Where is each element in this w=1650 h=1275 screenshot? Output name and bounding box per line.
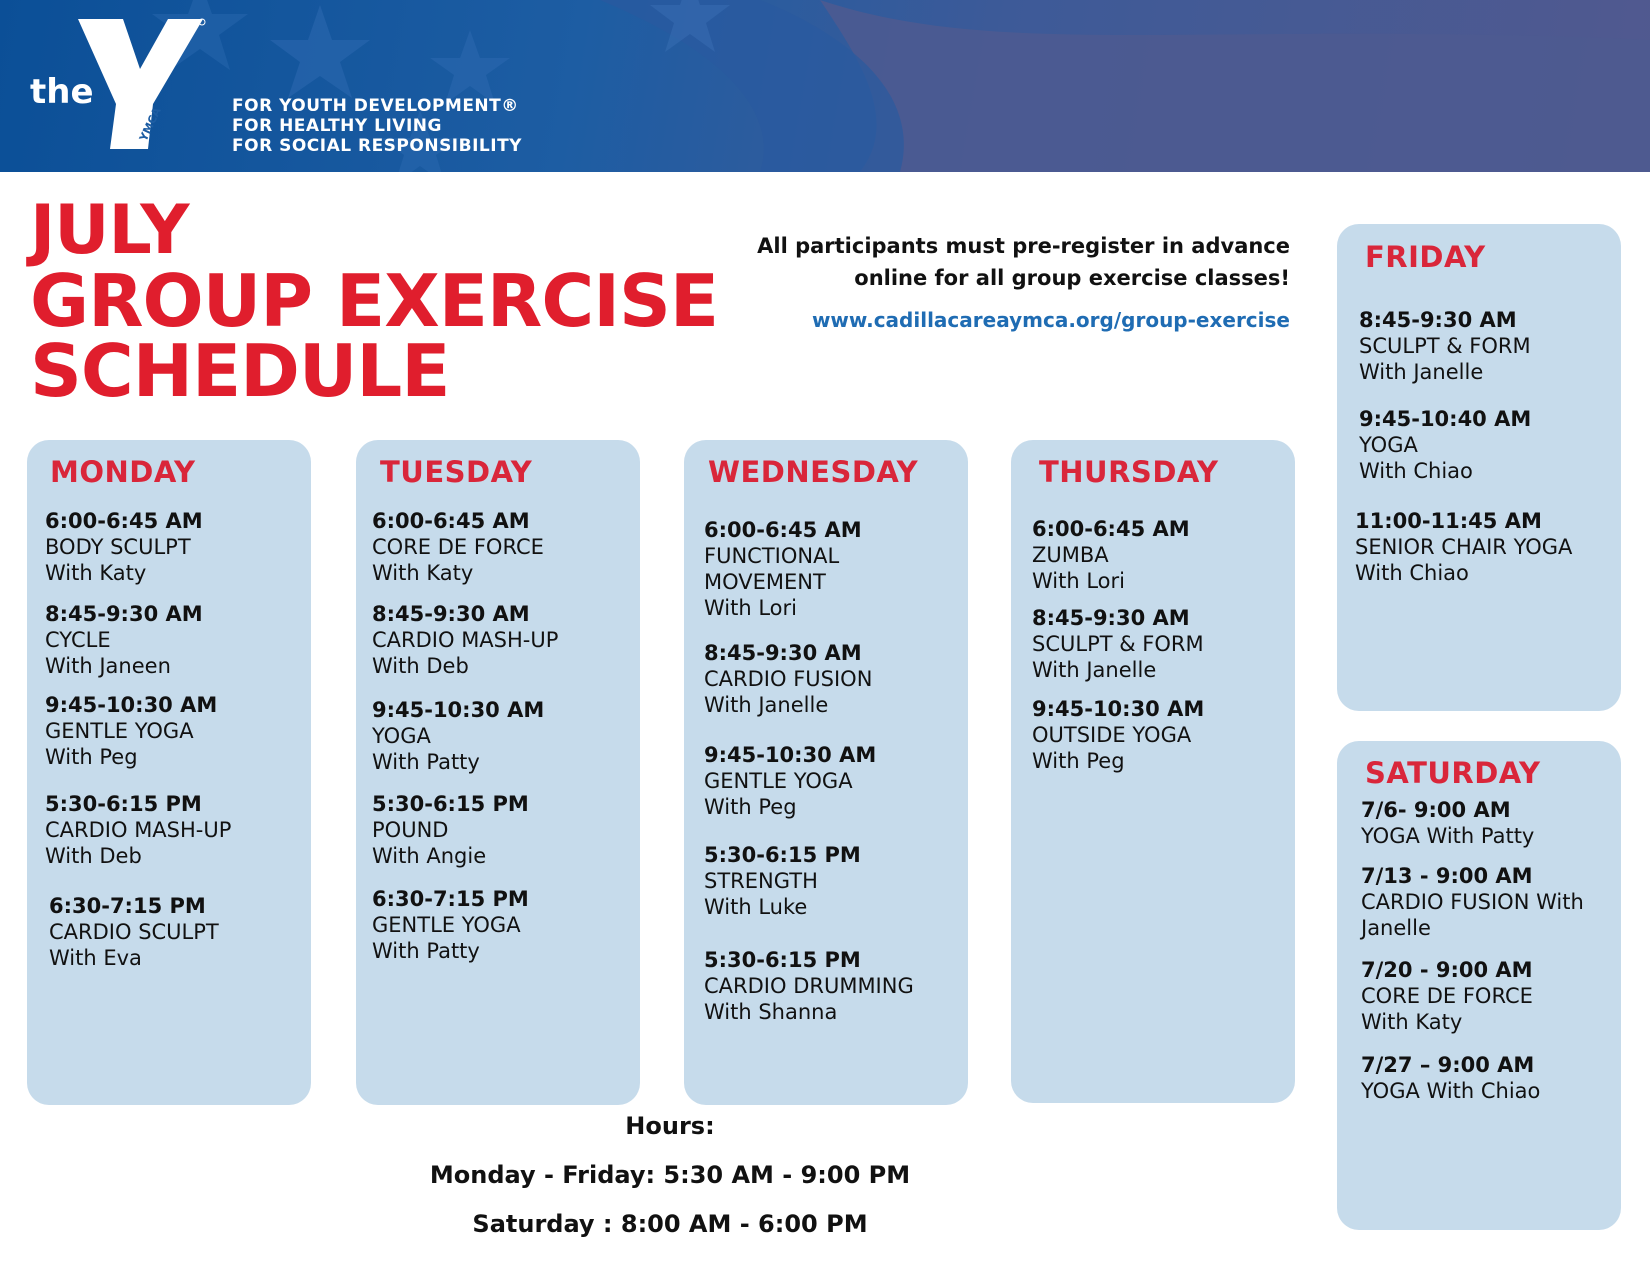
class-time: 6:30-7:15 PM [372, 887, 529, 911]
class-instructor: With Katy [1361, 1010, 1463, 1034]
class-instructor: With Katy [45, 561, 147, 585]
class-instructor: With Peg [45, 745, 138, 769]
class-time: 7/13 - 9:00 AM [1361, 864, 1533, 888]
class-entry [372, 601, 558, 679]
registration-notice [757, 230, 1290, 294]
class-instructor: With Janeen [45, 654, 171, 678]
class-entry [372, 508, 544, 586]
class-instructor: With Janelle [1032, 658, 1157, 682]
class-time: 7/20 - 9:00 AM [1361, 958, 1533, 982]
class-time: 11:00-11:45 AM [1355, 509, 1542, 533]
class-name: YOGA [372, 724, 431, 748]
class-entry [372, 791, 529, 869]
class-instructor: With Janelle [1359, 360, 1484, 384]
hours-section [420, 1112, 920, 1259]
class-time: 6:00-6:45 AM [704, 518, 862, 542]
class-instructor: With Patty [372, 750, 480, 774]
hours-label: Hours: [625, 1112, 715, 1140]
day-title-saturday: SATURDAY [1365, 756, 1541, 790]
class-instructor: With Peg [704, 795, 797, 819]
class-time: 6:00-6:45 AM [372, 509, 530, 533]
class-instructor: With Janelle [704, 693, 829, 717]
class-entry [1361, 797, 1534, 849]
class-name: CARDIO FUSION [704, 667, 873, 691]
logo-the-text: the [30, 72, 94, 112]
class-time: 5:30-6:15 PM [45, 792, 202, 816]
class-time: 9:45-10:30 AM [704, 743, 877, 767]
class-entry [704, 517, 862, 621]
class-name: SCULPT & FORM [1032, 632, 1204, 656]
class-instructor: With Peg [1032, 749, 1125, 773]
class-entry [1032, 516, 1190, 594]
class-time: 9:45-10:30 AM [372, 698, 545, 722]
class-instructor: With Katy [372, 561, 474, 585]
class-instructor: Janelle [1361, 916, 1431, 940]
class-instructor: With Lori [1032, 569, 1126, 593]
tagline [232, 96, 522, 156]
website-link[interactable]: www.cadillacareaymca.org/group-exercise [811, 308, 1290, 332]
title-month: JULY [30, 191, 189, 270]
class-entry [1361, 863, 1584, 941]
star-icon [270, 5, 370, 98]
class-time: 6:30-7:15 PM [49, 894, 206, 918]
class-entry [45, 692, 217, 770]
class-time: 8:45-9:30 AM [704, 641, 862, 665]
class-name-line2: MOVEMENT [704, 570, 826, 594]
class-instructor: With Deb [45, 844, 142, 868]
day-title-friday: FRIDAY [1365, 240, 1486, 274]
class-instructor: With Eva [49, 946, 142, 970]
class-time: 5:30-6:15 PM [704, 843, 861, 867]
class-name: POUND [372, 818, 449, 842]
class-name: FUNCTIONAL [704, 544, 840, 568]
hours-saturday: Saturday : 8:00 AM - 6:00 PM [472, 1210, 868, 1238]
class-entry [1355, 508, 1572, 586]
day-title-wednesday: WEDNESDAY [708, 455, 919, 489]
class-name: CARDIO SCULPT [49, 920, 219, 944]
class-instructor: With Angie [372, 844, 487, 868]
class-entry [704, 947, 914, 1025]
class-entry [1361, 957, 1533, 1035]
class-name: CARDIO FUSION With [1361, 890, 1584, 914]
class-name: SCULPT & FORM [1359, 334, 1531, 358]
class-instructor: With Luke [704, 895, 808, 919]
class-entry [1361, 1052, 1540, 1104]
class-entry [1359, 307, 1531, 385]
star-icon [430, 30, 510, 104]
class-entry [704, 742, 876, 820]
class-name: GENTLE YOGA [372, 913, 521, 937]
class-instructor: With Chiao [1359, 459, 1473, 483]
class-time: 6:00-6:45 AM [1032, 517, 1190, 541]
class-entry [1032, 605, 1204, 683]
notice-line: All participants must pre-register in advance [757, 234, 1290, 258]
class-name: STRENGTH [704, 869, 818, 893]
class-name: BODY SCULPT [45, 535, 191, 559]
class-time: 8:45-9:30 AM [1032, 606, 1190, 630]
class-time: 5:30-6:15 PM [704, 948, 861, 972]
class-time: 9:45-10:30 AM [45, 693, 218, 717]
class-name: CARDIO DRUMMING [704, 974, 914, 998]
class-time: 8:45-9:30 AM [1359, 308, 1517, 332]
class-entry [49, 893, 219, 971]
class-time: 7/27 – 9:00 AM [1361, 1053, 1535, 1077]
class-time: 7/6- 9:00 AM [1361, 798, 1511, 822]
class-instructor: With Lori [704, 596, 798, 620]
day-title-tuesday: TUESDAY [380, 455, 533, 489]
class-name: YOGA With Chiao [1361, 1079, 1541, 1103]
class-name: CARDIO MASH-UP [372, 628, 559, 652]
class-name: CYCLE [45, 628, 111, 652]
tagline-line: FOR SOCIAL RESPONSIBILITY [232, 136, 522, 156]
class-entry [372, 886, 529, 964]
class-time: 8:45-9:30 AM [45, 602, 203, 626]
class-instructor: With Shanna [704, 1000, 838, 1024]
class-instructor: With Chiao [1355, 561, 1469, 585]
hours-weekday: Monday - Friday: 5:30 AM - 9:00 PM [429, 1161, 911, 1189]
day-title-monday: MONDAY [50, 455, 196, 489]
class-name: GENTLE YOGA [45, 719, 194, 743]
class-name: YOGA [1359, 433, 1418, 457]
class-entry [45, 508, 203, 586]
class-instructor: With Deb [372, 654, 469, 678]
title-line: GROUP EXERCISE [30, 259, 719, 343]
class-name: YOGA With Patty [1361, 824, 1535, 848]
title-line: SCHEDULE [30, 329, 450, 413]
class-name: GENTLE YOGA [704, 769, 853, 793]
class-entry [704, 640, 872, 718]
class-name: ZUMBA [1032, 543, 1109, 567]
class-entry [45, 791, 231, 869]
class-name: SENIOR CHAIR YOGA [1355, 535, 1573, 559]
class-name: CORE DE FORCE [372, 535, 544, 559]
class-time: 9:45-10:40 AM [1359, 407, 1532, 431]
class-name: CORE DE FORCE [1361, 984, 1533, 1008]
class-time: 6:00-6:45 AM [45, 509, 203, 533]
class-entry [372, 697, 544, 775]
class-time: 9:45-10:30 AM [1032, 697, 1205, 721]
day-title-thursday: THURSDAY [1039, 455, 1219, 489]
svg-text:YMCA: YMCA [136, 105, 164, 144]
notice-line: online for all group exercise classes! [854, 266, 1290, 290]
tagline-line: FOR YOUTH DEVELOPMENT® [232, 96, 519, 116]
class-name: OUTSIDE YOGA [1032, 723, 1192, 747]
class-entry [704, 842, 861, 920]
class-entry [1359, 406, 1531, 484]
class-time: 5:30-6:15 PM [372, 792, 529, 816]
class-entry [1032, 696, 1204, 774]
tagline-line: FOR HEALTHY LIVING [232, 116, 442, 136]
class-time: 8:45-9:30 AM [372, 602, 530, 626]
page-title [30, 191, 719, 413]
class-name: CARDIO MASH-UP [45, 818, 232, 842]
class-instructor: With Patty [372, 939, 480, 963]
header-banner [0, 0, 1650, 172]
class-entry [45, 601, 203, 679]
